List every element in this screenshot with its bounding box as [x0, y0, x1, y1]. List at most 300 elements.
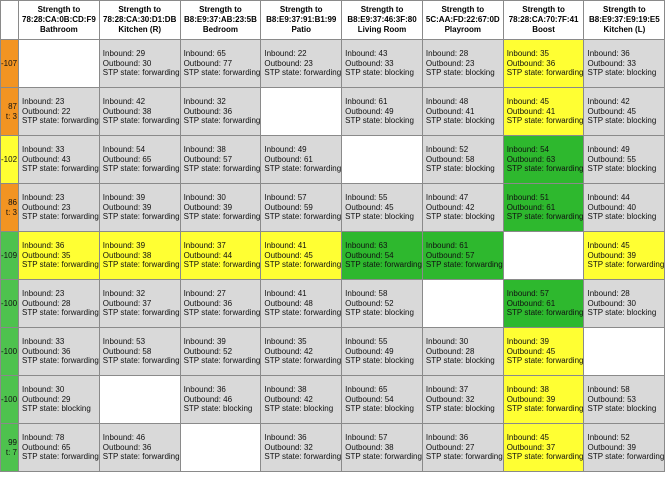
- row-header-text: -100: [1, 394, 18, 404]
- row-header-text: 87: [8, 102, 18, 111]
- stp-state: STP state: forwarding: [22, 260, 99, 270]
- stp-state: STP state: forwarding: [345, 260, 422, 270]
- column-header-label: Strength to: [360, 5, 404, 14]
- stp-state: STP state: forwarding: [183, 356, 261, 366]
- stp-state: STP state: blocking: [587, 212, 657, 222]
- stp-state: STP state: forwarding: [22, 116, 99, 126]
- strength-cell: [99, 328, 180, 376]
- column-header-label: Strength to: [199, 5, 242, 14]
- row-header-text: -109: [1, 250, 18, 260]
- table-row: [1, 184, 665, 232]
- row-header-text: 86: [8, 198, 18, 207]
- outbound-value: Outbound: 41: [506, 106, 556, 116]
- strength-cell: [180, 40, 261, 88]
- strength-cell: [261, 136, 342, 184]
- inbound-value: Inbound: 38: [264, 385, 307, 395]
- table-row: [1, 88, 665, 136]
- strength-cell: [261, 280, 342, 328]
- inbound-value: Inbound: 41: [264, 289, 307, 299]
- strength-cell: [180, 184, 261, 232]
- outbound-value: Outbound: 22: [22, 106, 71, 116]
- inbound-value: Inbound: 38: [183, 145, 226, 155]
- column-header-label: Strength to: [37, 5, 81, 14]
- column-header-mac: 78:28:CA:30:D1:DB: [103, 15, 177, 24]
- stp-state: STP state: blocking: [425, 68, 495, 78]
- outbound-value: Outbound: 36: [183, 298, 233, 308]
- inbound-value: Inbound: 58: [345, 289, 388, 299]
- strength-cell: [422, 136, 503, 184]
- row-header: [1, 184, 19, 232]
- stp-state: STP state: forwarding: [102, 356, 180, 366]
- column-header: [261, 1, 342, 40]
- outbound-value: Outbound: 38: [102, 250, 152, 260]
- outbound-value: Outbound: 35: [22, 250, 71, 260]
- strength-cell: [19, 376, 100, 424]
- stp-state: STP state: forwarding: [22, 356, 99, 366]
- inbound-value: Inbound: 30: [183, 193, 226, 203]
- inbound-value: Inbound: 54: [102, 145, 146, 155]
- inbound-value: Inbound: 65: [345, 385, 388, 395]
- strength-cell: [503, 376, 584, 424]
- column-header-name: Kitchen (R): [118, 25, 162, 34]
- stp-state: STP state: forwarding: [102, 164, 180, 174]
- inbound-value: Inbound: 57: [345, 433, 388, 443]
- row-header: [1, 376, 19, 424]
- column-header: [584, 1, 665, 40]
- strength-cell: [261, 424, 342, 472]
- row-header-text: -107: [1, 58, 18, 68]
- outbound-value: Outbound: 77: [183, 58, 233, 68]
- stp-state: STP state: forwarding: [506, 116, 584, 126]
- outbound-value: Outbound: 61: [506, 202, 556, 212]
- outbound-value: Outbound: 45: [587, 106, 636, 116]
- strength-cell: [422, 376, 503, 424]
- outbound-value: Outbound: 32: [264, 442, 313, 452]
- strength-cell: [180, 376, 261, 424]
- inbound-value: Inbound: 42: [587, 97, 630, 107]
- stp-state: STP state: forwarding: [506, 404, 584, 414]
- row-header: [1, 328, 19, 376]
- inbound-value: Inbound: 45: [587, 241, 630, 251]
- inbound-value: Inbound: 53: [102, 337, 146, 347]
- inbound-value: Inbound: 35: [264, 337, 307, 347]
- stp-state: STP state: blocking: [345, 356, 414, 366]
- outbound-value: Outbound: 58: [425, 154, 475, 164]
- stp-state: STP state: blocking: [425, 116, 495, 126]
- outbound-value: Outbound: 38: [102, 106, 152, 116]
- inbound-value: Inbound: 36: [425, 433, 469, 443]
- strength-cell: [584, 40, 665, 88]
- inbound-value: Inbound: 63: [345, 241, 388, 251]
- column-header-name: Kitchen (L): [603, 25, 646, 34]
- stp-state: STP state: blocking: [264, 404, 334, 414]
- row-header-text: t: 7: [5, 447, 18, 457]
- strength-cell: [261, 184, 342, 232]
- outbound-value: Outbound: 59: [264, 202, 313, 212]
- outbound-value: Outbound: 36: [183, 106, 233, 116]
- strength-cell: [19, 328, 100, 376]
- inbound-value: Inbound: 22: [264, 49, 307, 59]
- stp-state: STP state: forwarding: [345, 452, 422, 462]
- outbound-value: Outbound: 29: [22, 394, 71, 404]
- column-header-name: Bathroom: [40, 25, 78, 34]
- stp-state: STP state: forwarding: [506, 452, 584, 462]
- outbound-value: Outbound: 52: [345, 298, 394, 308]
- outbound-value: Outbound: 37: [102, 298, 152, 308]
- header-row: [1, 1, 665, 40]
- outbound-value: Outbound: 45: [345, 202, 394, 212]
- column-header-name: Boost: [532, 25, 555, 34]
- strength-cell: [99, 40, 180, 88]
- strength-cell: [99, 136, 180, 184]
- row-header: [1, 136, 19, 184]
- strength-cell: [261, 40, 342, 88]
- stp-state: STP state: forwarding: [102, 116, 180, 126]
- outbound-value: Outbound: 41: [425, 106, 475, 116]
- outbound-value: Outbound: 57: [425, 250, 475, 260]
- outbound-value: Outbound: 27: [425, 442, 475, 452]
- inbound-value: Inbound: 39: [102, 241, 146, 251]
- strength-cell: [422, 424, 503, 472]
- stp-state: STP state: blocking: [425, 164, 495, 174]
- inbound-value: Inbound: 35: [506, 49, 549, 59]
- table-row: [1, 424, 665, 472]
- stp-state: STP state: forwarding: [22, 164, 99, 174]
- inbound-value: Inbound: 78: [22, 433, 65, 443]
- strength-cell: [503, 40, 584, 88]
- inbound-value: Inbound: 51: [506, 193, 549, 203]
- strength-cell: [19, 136, 100, 184]
- outbound-value: Outbound: 46: [183, 394, 233, 404]
- strength-cell: [503, 88, 584, 136]
- outbound-value: Outbound: 54: [345, 394, 394, 404]
- outbound-value: Outbound: 23: [264, 58, 313, 68]
- stp-state: STP state: forwarding: [102, 452, 180, 462]
- inbound-value: Inbound: 61: [425, 241, 469, 251]
- inbound-value: Inbound: 36: [22, 241, 65, 251]
- column-header-name: Patio: [291, 25, 312, 34]
- strength-cell: [342, 328, 423, 376]
- strength-cell: [422, 328, 503, 376]
- strength-cell: [342, 88, 423, 136]
- stp-state: STP state: forwarding: [102, 308, 180, 318]
- inbound-value: Inbound: 32: [183, 97, 226, 107]
- row-header-text: -102: [1, 154, 18, 164]
- inbound-value: Inbound: 57: [506, 289, 549, 299]
- inbound-value: Inbound: 57: [264, 193, 307, 203]
- stp-state: STP state: forwarding: [183, 212, 261, 222]
- outbound-value: Outbound: 39: [587, 442, 636, 452]
- column-header-mac: B8:E9:37:91:B1:99: [266, 15, 337, 24]
- outbound-value: Outbound: 42: [425, 202, 475, 212]
- empty-cell: [342, 136, 423, 184]
- strength-cell: [584, 88, 665, 136]
- outbound-value: Outbound: 52: [183, 346, 233, 356]
- strength-cell: [261, 232, 342, 280]
- inbound-value: Inbound: 38: [506, 385, 549, 395]
- outbound-value: Outbound: 61: [506, 298, 556, 308]
- strength-cell: [99, 280, 180, 328]
- stp-state: STP state: blocking: [425, 404, 495, 414]
- outbound-value: Outbound: 42: [264, 394, 313, 404]
- column-header-mac: 78:28:CA:0B:CD:F9: [22, 15, 96, 24]
- outbound-value: Outbound: 45: [264, 250, 313, 260]
- outbound-value: Outbound: 49: [345, 346, 394, 356]
- table-row: [1, 40, 665, 88]
- strength-cell: [503, 328, 584, 376]
- stp-state: STP state: forwarding: [183, 68, 261, 78]
- outbound-value: Outbound: 61: [264, 154, 313, 164]
- column-header-label: Strength to: [279, 5, 323, 14]
- stp-state: STP state: blocking: [587, 164, 657, 174]
- outbound-value: Outbound: 38: [345, 442, 394, 452]
- inbound-value: Inbound: 23: [22, 289, 65, 299]
- inbound-value: Inbound: 58: [587, 385, 630, 395]
- column-header-name: Living Room: [357, 25, 407, 34]
- stp-state: STP state: forwarding: [183, 308, 261, 318]
- column-header-label: Strength to: [118, 5, 162, 14]
- stp-state: STP state: forwarding: [183, 116, 261, 126]
- inbound-value: Inbound: 32: [102, 289, 146, 299]
- strength-cell: [180, 328, 261, 376]
- outbound-value: Outbound: 36: [102, 442, 152, 452]
- stp-state: STP state: forwarding: [425, 452, 503, 462]
- inbound-value: Inbound: 48: [425, 97, 469, 107]
- inbound-value: Inbound: 36: [587, 49, 630, 59]
- stp-state: STP state: blocking: [345, 116, 414, 126]
- row-header: [1, 40, 19, 88]
- inbound-value: Inbound: 33: [22, 337, 65, 347]
- inbound-value: Inbound: 30: [425, 337, 469, 347]
- outbound-value: Outbound: 44: [183, 250, 233, 260]
- column-header-mac: 5C:AA:FD:22:67:0D: [425, 15, 500, 24]
- row-header-text: 99: [8, 438, 18, 447]
- strength-cell: [422, 88, 503, 136]
- stp-state: STP state: blocking: [183, 404, 253, 414]
- strength-cell: [503, 424, 584, 472]
- inbound-value: Inbound: 55: [345, 337, 388, 347]
- stp-state: STP state: forwarding: [102, 68, 180, 78]
- column-header: [503, 1, 584, 40]
- outbound-value: Outbound: 30: [587, 298, 636, 308]
- column-header-mac: B8:E9:37:46:3F:80: [347, 15, 417, 24]
- outbound-value: Outbound: 33: [345, 58, 394, 68]
- column-header: [422, 1, 503, 40]
- strength-cell: [584, 280, 665, 328]
- strength-cell: [342, 424, 423, 472]
- inbound-value: Inbound: 65: [183, 49, 226, 59]
- column-header: [19, 1, 100, 40]
- inbound-value: Inbound: 49: [587, 145, 630, 155]
- column-header: [342, 1, 423, 40]
- row-header-text: t: 3: [5, 207, 18, 217]
- column-header-name: Bedroom: [202, 25, 239, 34]
- stp-state: STP state: forwarding: [506, 212, 584, 222]
- strength-cell: [342, 376, 423, 424]
- outbound-value: Outbound: 65: [102, 154, 152, 164]
- inbound-value: Inbound: 30: [22, 385, 65, 395]
- table-row: [1, 136, 665, 184]
- row-header: [1, 280, 19, 328]
- stp-state: STP state: blocking: [345, 212, 414, 222]
- outbound-value: Outbound: 54: [345, 250, 394, 260]
- inbound-value: Inbound: 36: [183, 385, 226, 395]
- strength-cell: [99, 424, 180, 472]
- stp-state: STP state: forwarding: [22, 212, 99, 222]
- stp-state: STP state: forwarding: [506, 68, 584, 78]
- column-header-label: Strength to: [603, 5, 646, 14]
- stp-state: STP state: forwarding: [183, 260, 261, 270]
- row-header-text: t: 3: [5, 111, 18, 121]
- stp-state: STP state: forwarding: [264, 452, 342, 462]
- row-header: [1, 424, 19, 472]
- table-row: [1, 328, 665, 376]
- stp-state: STP state: blocking: [587, 116, 657, 126]
- strength-cell: [584, 424, 665, 472]
- strength-cell: [99, 232, 180, 280]
- inbound-value: Inbound: 49: [264, 145, 307, 155]
- empty-cell: [19, 40, 100, 88]
- outbound-value: Outbound: 42: [264, 346, 313, 356]
- strength-cell: [503, 136, 584, 184]
- strength-cell: [180, 88, 261, 136]
- inbound-value: Inbound: 23: [22, 97, 65, 107]
- empty-cell: [584, 328, 665, 376]
- column-header: [99, 1, 180, 40]
- stp-state: STP state: blocking: [587, 308, 657, 318]
- table-row: [1, 376, 665, 424]
- inbound-value: Inbound: 42: [102, 97, 146, 107]
- strength-cell: [503, 184, 584, 232]
- stp-state: STP state: forwarding: [102, 212, 180, 222]
- outbound-value: Outbound: 65: [22, 442, 71, 452]
- strength-cell: [180, 136, 261, 184]
- strength-cell: [584, 376, 665, 424]
- strength-cell: [19, 280, 100, 328]
- stp-state: STP state: forwarding: [425, 260, 503, 270]
- inbound-value: Inbound: 46: [102, 433, 146, 443]
- stp-state: STP state: forwarding: [506, 164, 584, 174]
- table-row: [1, 280, 665, 328]
- corner-cell: [1, 1, 19, 40]
- column-header: [180, 1, 261, 40]
- strength-cell: [180, 232, 261, 280]
- empty-cell: [261, 88, 342, 136]
- inbound-value: Inbound: 45: [506, 97, 549, 107]
- strength-cell: [584, 232, 665, 280]
- stp-state: STP state: forwarding: [506, 308, 584, 318]
- inbound-value: Inbound: 41: [264, 241, 307, 251]
- outbound-value: Outbound: 48: [264, 298, 313, 308]
- outbound-value: Outbound: 23: [22, 202, 71, 212]
- inbound-value: Inbound: 37: [183, 241, 226, 251]
- row-header: [1, 88, 19, 136]
- table-row: [1, 232, 665, 280]
- strength-cell: [19, 424, 100, 472]
- row-header: [1, 232, 19, 280]
- stp-state: STP state: blocking: [425, 212, 495, 222]
- column-header-label: Strength to: [522, 5, 565, 14]
- inbound-value: Inbound: 29: [102, 49, 146, 59]
- stp-state: STP state: blocking: [345, 404, 414, 414]
- stp-state: STP state: blocking: [587, 404, 657, 414]
- strength-cell: [342, 232, 423, 280]
- stp-state: STP state: blocking: [425, 356, 495, 366]
- column-header-label: Strength to: [441, 5, 485, 14]
- strength-cell: [584, 136, 665, 184]
- stp-state: STP state: blocking: [587, 68, 657, 78]
- outbound-value: Outbound: 45: [506, 346, 556, 356]
- inbound-value: Inbound: 28: [587, 289, 630, 299]
- strength-cell: [342, 184, 423, 232]
- column-header-mac: 78:28:CA:70:7F:41: [508, 15, 579, 24]
- stp-state: STP state: forwarding: [506, 356, 584, 366]
- inbound-value: Inbound: 61: [345, 97, 388, 107]
- row-header-text: -100: [1, 298, 18, 308]
- column-header-name: Playroom: [444, 25, 482, 34]
- stp-state: STP state: forwarding: [587, 260, 665, 270]
- inbound-value: Inbound: 28: [425, 49, 469, 59]
- inbound-value: Inbound: 52: [425, 145, 469, 155]
- stp-state: STP state: forwarding: [102, 260, 180, 270]
- inbound-value: Inbound: 52: [587, 433, 630, 443]
- inbound-value: Inbound: 39: [506, 337, 549, 347]
- stp-state: STP state: forwarding: [264, 356, 342, 366]
- inbound-value: Inbound: 45: [506, 433, 549, 443]
- outbound-value: Outbound: 43: [22, 154, 71, 164]
- outbound-value: Outbound: 49: [345, 106, 394, 116]
- strength-cell: [99, 184, 180, 232]
- inbound-value: Inbound: 44: [587, 193, 630, 203]
- outbound-value: Outbound: 30: [102, 58, 152, 68]
- outbound-value: Outbound: 53: [587, 394, 636, 404]
- outbound-value: Outbound: 36: [22, 346, 71, 356]
- strength-cell: [19, 88, 100, 136]
- stp-state: STP state: forwarding: [22, 452, 99, 462]
- outbound-value: Outbound: 63: [506, 154, 556, 164]
- stp-state: STP state: forwarding: [264, 260, 342, 270]
- stp-state: STP state: forwarding: [264, 164, 342, 174]
- strength-cell: [342, 280, 423, 328]
- stp-state: STP state: blocking: [345, 68, 414, 78]
- stp-state: STP state: forwarding: [264, 308, 342, 318]
- stp-state: STP state: blocking: [22, 404, 91, 414]
- outbound-value: Outbound: 28: [22, 298, 71, 308]
- inbound-value: Inbound: 47: [425, 193, 469, 203]
- outbound-value: Outbound: 36: [506, 58, 556, 68]
- outbound-value: Outbound: 39: [506, 394, 556, 404]
- inbound-value: Inbound: 27: [183, 289, 226, 299]
- outbound-value: Outbound: 39: [183, 202, 233, 212]
- strength-cell: [422, 232, 503, 280]
- strength-cell: [19, 232, 100, 280]
- stp-state: STP state: forwarding: [264, 212, 342, 222]
- strength-cell: [261, 376, 342, 424]
- strength-cell: [180, 280, 261, 328]
- outbound-value: Outbound: 39: [102, 202, 152, 212]
- stp-state: STP state: forwarding: [183, 164, 261, 174]
- inbound-value: Inbound: 39: [102, 193, 146, 203]
- empty-cell: [503, 232, 584, 280]
- strength-cell: [342, 40, 423, 88]
- outbound-value: Outbound: 40: [587, 202, 636, 212]
- outbound-value: Outbound: 57: [183, 154, 233, 164]
- empty-cell: [180, 424, 261, 472]
- outbound-value: Outbound: 28: [425, 346, 475, 356]
- row-header-text: -100: [1, 346, 18, 356]
- column-header-mac: B8:E9:37:AB:23:5B: [184, 15, 257, 24]
- inbound-value: Inbound: 55: [345, 193, 388, 203]
